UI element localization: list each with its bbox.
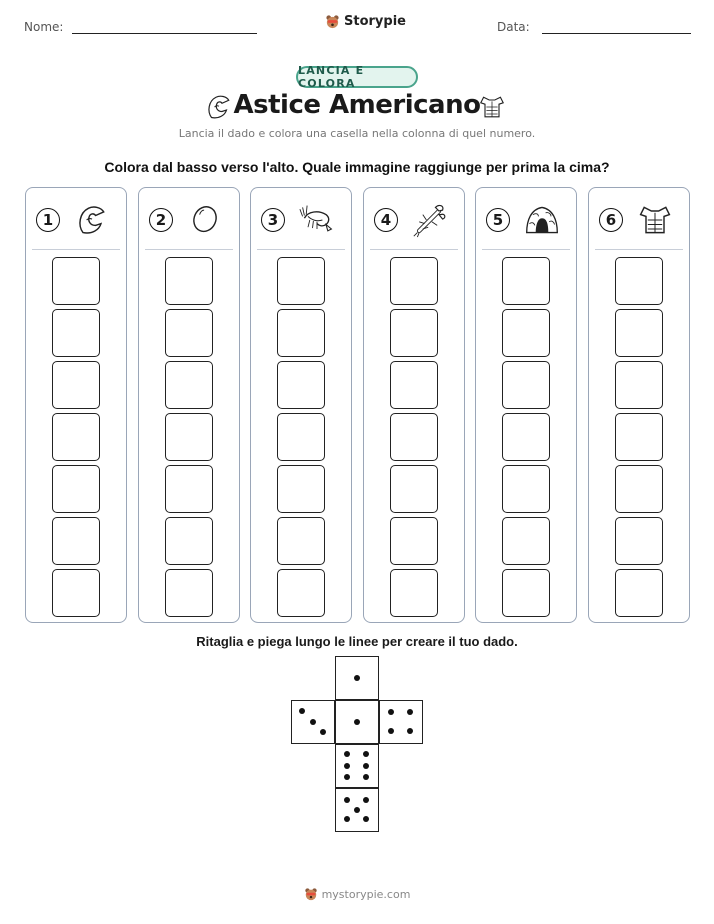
color-cell[interactable] (277, 413, 325, 461)
color-cell[interactable] (390, 309, 438, 357)
color-cell[interactable] (52, 361, 100, 409)
subtitle: Lancia il dado e colora una casella nella colonna di quel numero. (178, 127, 536, 140)
die-pip (310, 719, 316, 725)
question-text: Colora dal basso verso l'alto. Quale immagine raggiunge per prima la cima? (104, 159, 610, 175)
egg-icon (185, 202, 225, 238)
die-pip (344, 816, 350, 822)
color-cell[interactable] (165, 569, 213, 617)
die-pip (363, 751, 369, 757)
die-face-right (379, 700, 423, 744)
column-number: 1 (36, 208, 60, 232)
bear-footer-icon (304, 887, 318, 901)
claw-icon (72, 202, 112, 238)
color-cell[interactable] (277, 569, 325, 617)
date-label: Data: (497, 20, 530, 34)
color-cell[interactable] (615, 465, 663, 513)
column-6 (588, 187, 690, 623)
color-cell[interactable] (390, 361, 438, 409)
color-cell[interactable] (502, 569, 550, 617)
column-number: 4 (374, 208, 398, 232)
color-cell[interactable] (390, 517, 438, 565)
color-cell[interactable] (390, 569, 438, 617)
color-cell[interactable] (615, 361, 663, 409)
die-face-top (335, 656, 379, 700)
die-pip (344, 774, 350, 780)
column-number: 3 (261, 208, 285, 232)
date-line[interactable] (542, 33, 691, 34)
color-cell[interactable] (615, 309, 663, 357)
shrimp-icon (297, 202, 337, 238)
color-cell[interactable] (52, 517, 100, 565)
die-face-center (335, 700, 379, 744)
die-pip (363, 816, 369, 822)
color-cell[interactable] (615, 569, 663, 617)
color-cell[interactable] (165, 413, 213, 461)
column-4 (363, 187, 465, 623)
column-2 (138, 187, 240, 623)
column-divider (370, 249, 458, 250)
color-cell[interactable] (615, 413, 663, 461)
die-pip (363, 774, 369, 780)
color-cell[interactable] (502, 361, 550, 409)
column-5 (475, 187, 577, 623)
name-label: Nome: (24, 20, 64, 34)
color-cell[interactable] (502, 465, 550, 513)
color-cell[interactable] (277, 257, 325, 305)
color-cell[interactable] (390, 413, 438, 461)
color-cell[interactable] (165, 257, 213, 305)
die-pip (363, 763, 369, 769)
color-cell[interactable] (502, 257, 550, 305)
die-pip (344, 763, 350, 769)
color-cell[interactable] (277, 517, 325, 565)
color-cell[interactable] (52, 257, 100, 305)
color-cell[interactable] (277, 465, 325, 513)
column-number: 6 (599, 208, 623, 232)
die-pip (354, 675, 360, 681)
column-number: 5 (486, 208, 510, 232)
column-divider (257, 249, 345, 250)
color-cell[interactable] (52, 569, 100, 617)
brand-logo (325, 14, 406, 29)
die-pip (344, 751, 350, 757)
footer (0, 887, 714, 901)
rock-cave-icon (522, 202, 562, 238)
cut-instructions: Ritaglia e piega lungo le linee per creare il tuo dado. (196, 634, 518, 649)
column-divider (482, 249, 570, 250)
column-1 (25, 187, 127, 623)
column-divider (595, 249, 683, 250)
armor-title-icon (478, 92, 506, 122)
bear-logo-icon (325, 14, 340, 29)
die-pip (344, 797, 350, 803)
color-cell[interactable] (165, 465, 213, 513)
color-cell[interactable] (615, 257, 663, 305)
die-pip (407, 728, 413, 734)
activity-badge: LANCIA E COLORA (296, 66, 418, 88)
column-divider (32, 249, 120, 250)
color-cell[interactable] (277, 361, 325, 409)
die-pip (388, 709, 394, 715)
column-number: 2 (149, 208, 173, 232)
color-cell[interactable] (165, 517, 213, 565)
column-divider (145, 249, 233, 250)
color-cell[interactable] (390, 465, 438, 513)
color-cell[interactable] (52, 413, 100, 461)
die-pip (354, 719, 360, 725)
brand-name: Storypie (344, 14, 406, 29)
color-cell[interactable] (615, 517, 663, 565)
color-cell[interactable] (502, 517, 550, 565)
die-face-left (291, 700, 335, 744)
color-cell[interactable] (502, 309, 550, 357)
color-cell[interactable] (502, 413, 550, 461)
color-cell[interactable] (52, 465, 100, 513)
color-cell[interactable] (277, 309, 325, 357)
name-line[interactable] (72, 33, 257, 34)
column-3 (250, 187, 352, 623)
die-pip (299, 708, 305, 714)
armor-icon (635, 202, 675, 238)
lobster-icon (410, 202, 450, 238)
die-pip (388, 728, 394, 734)
die-pip (320, 729, 326, 735)
die-pip (354, 807, 360, 813)
color-cell[interactable] (165, 361, 213, 409)
die-pip (407, 709, 413, 715)
page-title: Astice Americano (233, 90, 481, 120)
die-face-bottom (335, 788, 379, 832)
color-cell[interactable] (52, 309, 100, 357)
color-cell[interactable] (390, 257, 438, 305)
footer-url: mystorypie.com (321, 887, 411, 901)
die-face-lower (335, 744, 379, 788)
die-pip (363, 797, 369, 803)
color-cell[interactable] (165, 309, 213, 357)
